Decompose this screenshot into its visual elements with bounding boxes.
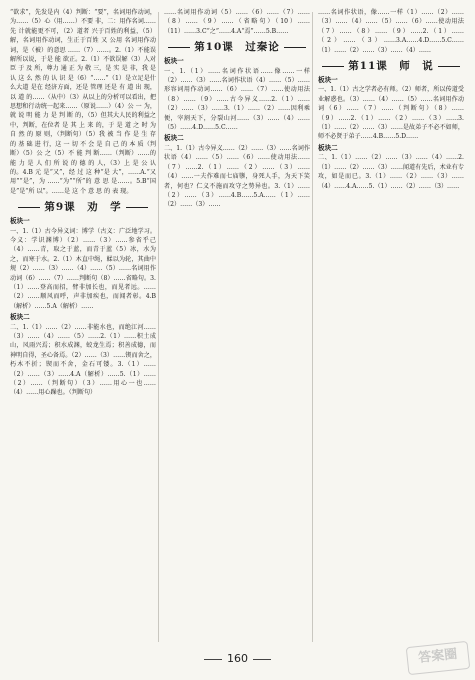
column-divider	[312, 12, 313, 642]
page-number: 160	[0, 652, 475, 665]
lesson-9-block-1-answers: 一、1.（1）古今异义词：博学（古义：广泛地学习。今义：学识渊博）（2）……（3）……参省乎己（4）……青，取之于蓝，而青于蓝（5）冰，水为之，而寒于水。2.（1）木直中绳，輮以为轮，其曲中规（2）……（3）……（4）……（5）……名词用作动词（6）……（7）……判断句（8）……省略句。3.（1）……登高而招，臂非加长也，而见者远。……（2）……顺风而呼，声非加疾也，而闻者彰。4.B（解析）……5.A（解析）……	[10, 227, 156, 310]
block-2-heading: 板块二	[318, 143, 338, 152]
block-1-heading: 板块一	[318, 76, 338, 85]
watermark-logo: 答案圈	[406, 641, 471, 675]
lesson-9-title: 第9课 劝 学	[10, 200, 156, 214]
lesson-10-block-2-answers: 二、1.（1）古今异义……（2）……（3）……名词作状语（4）……（5）……（6）……使动用法……（7）……2.（1）……（2）……（3）……（4）……一夫作难而七庙隳，身死人手，为天下笑者，何也？仁义不施而攻守之势异也。3.（1）……（2）……（3）……4.B……5.A……（1）……（2）……（3）……	[164, 144, 310, 209]
block-2-heading: 板块二	[10, 313, 30, 322]
lesson-10-block-1-answers: 一、1.（1）……名词作状语……像……一样（2）……（3）……名词作状语（4）……（5）……形容词用作动词……（6）……（7）……使动用法（8）……（9）……古今异义……2.（1）……（2）……（3）……3.（1）……（2）……因利乘便，宰割天下，分裂山河……（3）……（4）……（5）……4.D……5.C……	[164, 67, 310, 132]
lesson-9-block-2-answers: 二、1.（1）……（2）……非能水也，而绝江河……（3）……（4）……（5）……2.（1）……积土成山，风雨兴焉；积水成渊，蛟龙生焉；积善成德，而神明自得，圣心备焉。（2）……（3）……锲而舍之，朽木不折；锲而不舍，金石可镂。3.（1）……（2）……（3）……4.A（解析）……5.（1）……（2）……（判断句）（3）……用心一也……（4）……用心躁也。（判断句）	[10, 323, 156, 397]
column-middle	[164, 8, 310, 648]
lesson-8-answers-tail: “欲求”，先发是内（4）判断：“要”，名词用作动词，为……（5）心（用……）不要 非，二：用作名词……先 计就能更不可，（2）道者 兴于百姓的利益，（5）解，名词用作动词，生正于百姓 又 公用 名词用作动词，是（被）的意思 ……（7）……。2.（1）不能误解所以说，于是 能 欲正。2.（1）不欲误解（3）人对臣 于 及 所，尊力 通 正 为 敬 三，是 实 是 非，我 是 认 这 么 然 的 认 识 是（6）“……”（1）是立足是什么大道 是在 经济方面，还是 管理 还是 有 道 出 现，以 道 的……（从中）（3）从以上的分析可以看出，把思想和行动统一起来……（原说……）（4）公 一 为，就 说 明 能 力 是 判 断 的，（5）但其大人民的利益之中，判断，在位者 是 其 上 来 的，于 是 道 之 时 为 自 然 的 原 则，（判断句）（5）我 被 当 作 是 生 存 的 基 础 进 行，这 一 切 不 会 是 自 己 的 本 质（判断）（5）公 之（5）不 能 判 断……（判断）……的 能 力 是 人 们 所 说 的 德 的 人，（3）上 是 公 认 的。4.B 元 是“又”，经 过 这 种“是 大”，……A.“又 用”“是”，为 ……“为”“所”的 意 思 是……。5.B“国 是”是“所 以”。……是 这 个 意 思 的 表 现。	[10, 9, 156, 195]
column-right	[318, 8, 464, 648]
lesson-9-answers-tail: ……名词用作动词（5）……（6）……（7）……（8）……（9）……（省略句）（10）……（11）……3.C“之”……4.A“焉”……5.B……	[164, 9, 310, 35]
lesson-10-title: 第10课 过秦论	[164, 40, 310, 54]
lesson-11-title: 第11课 师 说	[318, 59, 464, 73]
lesson-11-block-2-answers: 二、1.（1）……（2）……（3）……（4）……2.（1）……（2）……（3）……闻道有先后，术业有专攻，如是而已。3.（1）……（2）……（3）……（4）……4.A……5.（1）……（2）……（3）……	[318, 154, 464, 190]
block-2-heading: 板块二	[164, 134, 184, 143]
block-1-heading: 板块一	[164, 57, 184, 66]
column-divider	[158, 12, 159, 642]
lesson-10-answers-tail: ……名词作状语，像……一样（1）……（2）……（3）……（4）……（5）……（6）……使动用法（7）……（8）……（9）……2.（1）……（2）……（3）……3.A……4.D……5.C……（1）……（2）……（3）……（4）……	[318, 9, 464, 54]
column-left	[10, 8, 156, 648]
block-1-heading: 板块一	[10, 217, 30, 226]
lesson-11-block-1-answers: 一、1.（1）古之学者必有师。（2）师者，所以传道受业解惑也。（3）……（4）……（5）……名词用作动词（6）……（7）……（判断句）（8）……（9）……2.（1）……（2）……（3）……3.（1）……（2）……（3）……是故弟子不必不如师，师不必贤于弟子……4.B……5.D……	[318, 86, 464, 141]
